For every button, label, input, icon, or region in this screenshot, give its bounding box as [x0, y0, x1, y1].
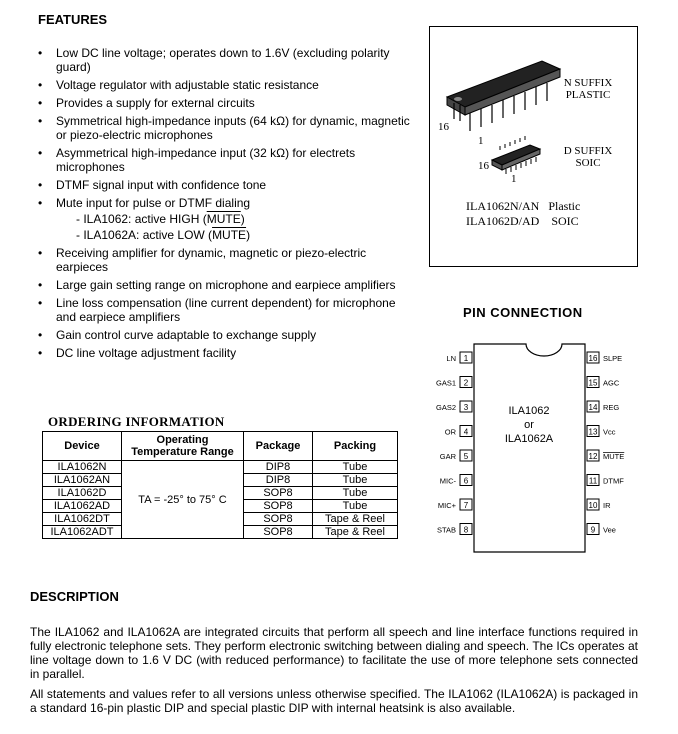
- pin-label: GAR: [439, 452, 456, 461]
- soic-package-icon: [492, 136, 540, 174]
- feature-item: • Line loss compensation (line current dependent) for microphone and earpiece amplifiers: [38, 296, 396, 324]
- package-cell: SOP8: [244, 500, 313, 513]
- packing-cell: Tube: [313, 500, 398, 513]
- package-drawings: [430, 27, 637, 197]
- n-suffix-label: N SUFFIX PLASTIC: [563, 77, 613, 101]
- pin-number: 8: [463, 525, 469, 535]
- package-cell: SOP8: [244, 526, 313, 539]
- pin-number: 7: [463, 501, 469, 510]
- feature-item: • Receiving amplifier for dynamic, magnetic or piezo-electric earpieces: [38, 246, 367, 274]
- packing-cell: Tube: [313, 474, 398, 487]
- feature-item: • Large gain setting range on microphone and earpiece amplifiers: [38, 278, 396, 292]
- pin-number: 16: [588, 354, 598, 363]
- right-pins: [587, 352, 624, 535]
- feature-item: • Low DC line voltage; operates down to 1.6V (excluding polarity guard): [38, 46, 390, 74]
- dip-package-icon: [447, 61, 560, 131]
- pin-number: 14: [588, 403, 598, 412]
- pin-number: 5: [463, 452, 469, 461]
- feature-sub-item: - ILA1062: active HIGH (MUTE): [76, 212, 245, 226]
- feature-item: • Asymmetrical high-impedance input (32 kΩ) for electrets microphones: [38, 146, 356, 174]
- feature-sub-item: - ILA1062A: active LOW (MUTE): [76, 228, 251, 242]
- package-line-2: ILA1062D/AD SOIC: [466, 214, 579, 228]
- device-cell: ILA1062AD: [43, 500, 122, 513]
- pin-number: 3: [463, 403, 469, 412]
- pin-label: DTMF: [603, 476, 624, 486]
- col-temp: Operating Temperature Range: [122, 432, 244, 461]
- ordering-heading: ORDERING INFORMATION: [48, 414, 225, 429]
- pin-label: REG: [603, 403, 620, 412]
- left-pins: [436, 352, 472, 535]
- description-heading: DESCRIPTION: [30, 589, 119, 604]
- description-paragraph-1: The ILA1062 and ILA1062A are integrated circuits that perform all speech and line interface functions required in fully electronic telephone sets. They perform electronic switching between dialing and speech. The ICs operates at line voltage down to 1.6 V DC (with reduced performance) to facilitate the use of more telephone sets connected in parallel.: [30, 625, 638, 681]
- package-cell: SOP8: [244, 487, 313, 500]
- package-box: [429, 26, 638, 267]
- device-cell: ILA1062D: [43, 487, 122, 500]
- pin-label: MIC+: [437, 501, 456, 510]
- features-heading: FEATURES: [38, 12, 108, 27]
- soic-pin1-label: 1: [511, 173, 517, 185]
- col-packing: Packing: [313, 432, 398, 461]
- pin-number: 6: [463, 476, 469, 486]
- description-paragraph-2: All statements and values refer to all versions unless otherwise specified. The ILA1062 (ILA1062A) is packaged in a standard 16-pin plastic DIP and special plastic DIP with internal heatsink is also available.: [30, 687, 638, 715]
- pin-label: SLPE: [603, 354, 623, 363]
- d-suffix-label: D SUFFIX SOIC: [563, 145, 613, 169]
- package-line-1: ILA1062N/AN Plastic: [466, 199, 581, 213]
- packing-cell: Tube: [313, 461, 398, 474]
- device-cell: ILA1062AN: [43, 474, 122, 487]
- chip-name-line3: ILA1062A: [504, 433, 554, 445]
- ordering-table: [42, 431, 398, 539]
- packing-cell: Tape & Reel: [313, 513, 398, 526]
- ordering-header-row: [43, 432, 398, 461]
- feature-item: • DC line voltage adjustment facility: [38, 346, 237, 360]
- pin-number: 13: [588, 427, 598, 437]
- chip-body: [474, 344, 585, 552]
- features-list: [38, 46, 418, 364]
- pin-label: GAS2: [435, 403, 456, 412]
- pin-label: GAS1: [435, 378, 456, 388]
- pin-number: 10: [588, 501, 598, 510]
- device-cell: ILA1062ADT: [43, 526, 122, 539]
- package-cell: SOP8: [244, 513, 313, 526]
- feature-item: • Gain control curve adaptable to exchange supply: [38, 328, 317, 342]
- feature-item: • Symmetrical high-impedance inputs (64 kΩ) for dynamic, magnetic or piezo-electric microphones: [38, 114, 410, 142]
- feature-item: • Mute input for pulse or DTMF dialing: [38, 196, 251, 210]
- pin-label: Vee: [603, 525, 616, 535]
- pin-label: IR: [603, 501, 611, 510]
- packing-cell: Tube: [313, 487, 398, 500]
- chip-name-line1: ILA1062: [508, 405, 550, 417]
- feature-item: • DTMF signal input with confidence tone: [38, 178, 267, 192]
- soic-pin16-label: 16: [478, 160, 489, 172]
- pin-number: 1: [463, 354, 469, 363]
- pin-number: 4: [463, 427, 469, 437]
- pin-connection-heading: PIN CONNECTION: [463, 305, 583, 320]
- table-row: [43, 461, 398, 474]
- pin-label: STAB: [436, 525, 456, 535]
- dip-pin1-label: 1: [478, 135, 484, 147]
- pin-label: OR: [444, 427, 456, 437]
- pin-number: 9: [590, 525, 596, 535]
- chip-name-line2: or: [524, 419, 534, 431]
- packing-cell: Tape & Reel: [313, 526, 398, 539]
- dip-pin16-label: 16: [438, 121, 449, 133]
- feature-item: • Voltage regulator with adjustable static resistance: [38, 78, 319, 92]
- pin-label: AGC: [603, 378, 620, 388]
- pin-number: 11: [588, 476, 598, 486]
- pin-label: Vcc: [603, 427, 616, 437]
- pin-number: 2: [463, 378, 469, 388]
- pin-number: 15: [588, 378, 598, 388]
- feature-item: • Provides a supply for external circuits: [38, 96, 255, 110]
- device-cell: ILA1062DT: [43, 513, 122, 526]
- pin-label: LN: [446, 354, 456, 363]
- device-cell: ILA1062N: [43, 461, 122, 474]
- pin-label: MIC-: [439, 476, 456, 486]
- col-device: Device: [43, 432, 122, 461]
- pin-number: 12: [588, 452, 598, 461]
- package-cell: DIP8: [244, 461, 313, 474]
- pin-diagram: [420, 336, 635, 558]
- pin-label: MUTE: [603, 452, 625, 461]
- temp-range-cell: TA = -25° to 75° C: [122, 461, 244, 539]
- package-cell: DIP8: [244, 474, 313, 487]
- col-package: Package: [244, 432, 313, 461]
